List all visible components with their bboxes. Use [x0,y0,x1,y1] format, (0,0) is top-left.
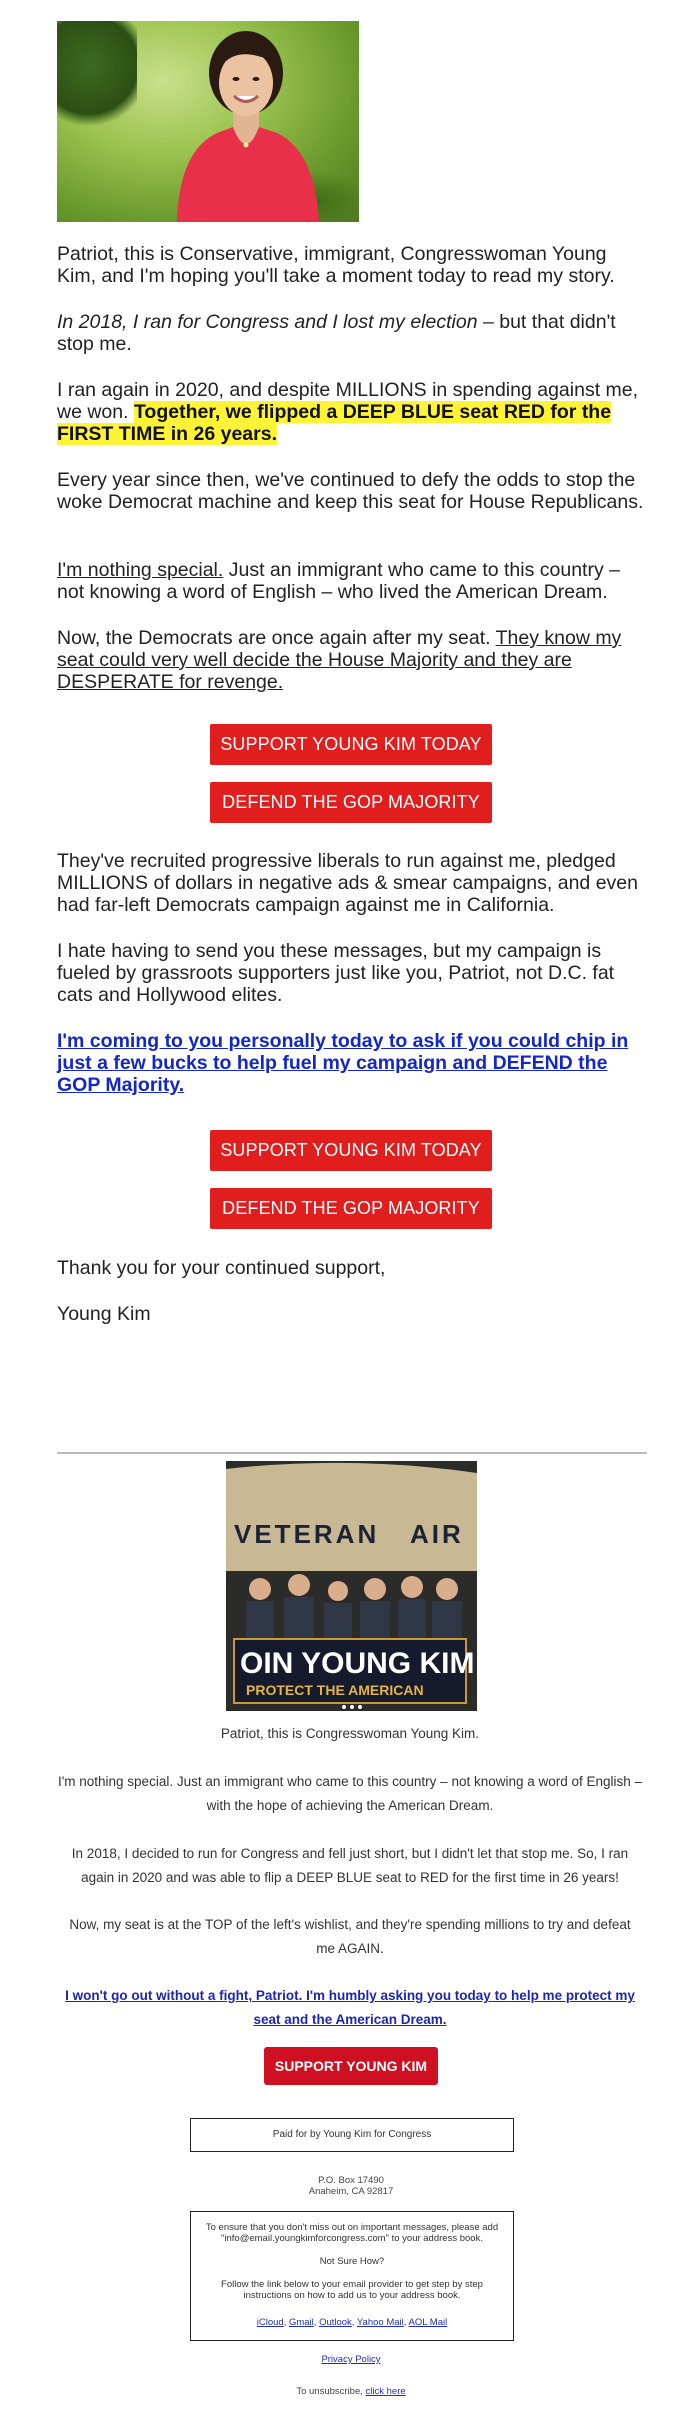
ask-paragraph [57,1030,647,1096]
democrats-text: Now, the Democrats are once again after my seat. [57,627,496,649]
address-line-2: Anaheim, CA 92817 [308,2186,394,2197]
paragraph-nothing-special [57,559,647,603]
follow-link-text: Follow the link below to your email provider to get step by step instructions on how to add us to your address book. [221,2279,483,2301]
unsubscribe-link[interactable]: click here [365,2386,406,2397]
footer-nothing-special: I'm nothing special. Just an immigrant who came to this country – not knowing a word of English – with the hope of achieving the American Dream. [57,1774,643,1813]
sign-sub-text: PROTECT THE AMERICAN [246,1682,424,1698]
paragraph-2018-rest: but that didn't stop me. [57,311,616,355]
thanks-line: Thank you for your continued support, [57,1257,386,1279]
paid-for-box: Paid for by Young Kim for Congress [190,2118,514,2152]
banner-text-2: AIR [410,1519,464,1549]
paragraph-recruited: They've recruited progressive liberals to run against me, pledged MILLIONS of dollars in negative ads & smear campaigns, and even had far-left Democrats campaign against me in California. [57,850,638,916]
address-book-instructions: To ensure that you don't miss out on important messages, please add "info@email.youngkimforcongress.com" to your address book. [205,2222,499,2244]
unsubscribe-line [190,2386,512,2397]
defend-button-2[interactable]: DEFEND THE GOP MAJORITY [210,1188,492,1229]
highlight-flipped-seat: Together, we flipped a DEEP BLUE seat RED for the FIRST TIME in 26 years. [57,401,612,445]
paragraph-2020 [57,379,647,445]
sign-main-text: OIN YOUNG KIM [240,1647,475,1680]
address-book-box [190,2211,514,2341]
democrats-underline: They know my seat could very well decide the House Majority and they are DESPERATE for revenge. [57,627,622,693]
footer-wishlist: Now, my seat is at the TOP of the left's wishlist, and they're spending millions to try and defeat me AGAIN. [69,1917,631,1956]
privacy-line [190,2354,512,2365]
provider-links: iCloud, Gmail, Outlook, Yahoo Mail, AOL Mail [256,2317,448,2328]
candidate-figure [57,21,359,222]
unsubscribe-text: To unsubscribe, [296,2386,366,2397]
footer-support-button[interactable]: SUPPORT YOUNG KIM [264,2047,438,2085]
provider-aol[interactable]: AOL Mail [408,2317,448,2328]
footer-intro: Patriot, this is Congresswoman Young Kim. [220,1726,480,1741]
candidate-photo [57,21,359,222]
provider-icloud[interactable]: iCloud [256,2317,284,2328]
paragraph-2018 [57,311,647,355]
privacy-policy-link[interactable]: Privacy Policy [321,2354,381,2365]
footer-ask [50,1984,650,2032]
footer-ask-link[interactable]: I won't go out without a fight, Patriot. I'm humbly asking you today to help me protect my seat and the American Dream. [65,1988,635,2027]
not-sure-how: Not Sure How? [319,2256,385,2267]
paragraph-democrats [57,627,647,693]
rally-scene [226,1461,477,1711]
nothing-special-rest: Just an immigrant who came to this country – not knowing a word of English – who lived the American Dream. [57,559,620,603]
chip-in-link[interactable]: I'm coming to you personally today to ask if you could chip in just a few bucks to help fuel my campaign and DEFEND the GOP Majority. [57,1030,629,1096]
defend-button-1[interactable]: DEFEND THE GOP MAJORITY [210,782,492,823]
provider-gmail[interactable]: Gmail [288,2317,314,2328]
paragraph-2018-italic: In 2018, I ran for Congress and I lost my election – [57,311,494,333]
paragraph-defy-odds: Every year since then, we've continued to defy the odds to stop the woke Democrat machine and keep this seat for House Republicans. [57,469,644,513]
paragraph-grassroots: I hate having to send you these messages, but my campaign is fueled by grassroots supporters just like you, Patriot, not D.C. fat cats and Hollywood elites. [57,940,615,1006]
paragraph-2020-text: I ran again in 2020, and despite MILLIONS in spending against me, we won. [57,379,639,423]
intro-paragraph: Patriot, this is Conservative, immigrant, Congresswoman Young Kim, and I'm hoping you'll take a moment today to read my story. [57,243,615,287]
nothing-special-underline: I'm nothing special. [57,559,224,581]
signature: Young Kim [57,1303,151,1325]
address-line-1: P.O. Box 17490 [318,2175,384,2186]
support-button-2[interactable]: SUPPORT YOUNG KIM TODAY [210,1130,492,1171]
provider-outlook[interactable]: Outlook [319,2317,352,2328]
rally-photo [226,1461,477,1711]
support-button-1[interactable]: SUPPORT YOUNG KIM TODAY [210,724,492,765]
provider-yahoo[interactable]: Yahoo Mail [356,2317,404,2328]
footer-2018: In 2018, I decided to run for Congress and fell just short, but I didn't let that stop me. So, I ran again in 2020 and was able to flip a DEEP BLUE seat to RED for the first time in 26 years! [71,1846,629,1885]
banner-text: VETERAN [234,1519,380,1549]
divider [57,1452,647,1454]
